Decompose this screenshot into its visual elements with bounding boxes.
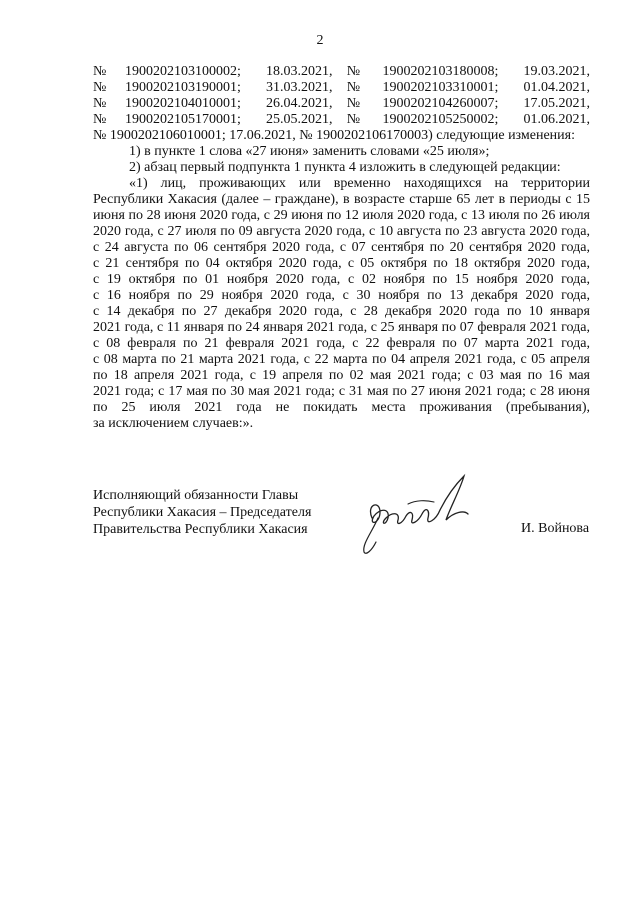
signatory-position <box>93 487 311 538</box>
registration-no2: № <box>346 64 361 79</box>
registration-date1: 18.03.2021, <box>265 64 333 79</box>
quote-line: 2020 года, с 27 июля по 09 августа 2020 года, с 10 августа по 23 августа 2020 года, <box>93 224 590 239</box>
registration-num2: 1900202103310001; <box>382 80 499 95</box>
quote-line: 2021 года, с 11 января по 24 января 2021 года, с 25 января по 07 февраля 2021 года, <box>93 320 590 335</box>
registration-date1: 26.04.2021, <box>265 96 333 111</box>
registration-date1: 31.03.2021, <box>265 80 333 95</box>
registration-row <box>93 80 590 96</box>
item-2: 2) абзац первый подпункта 1 пункта 4 изложить в следующей редакции: <box>129 160 561 175</box>
item-1: 1) в пункте 1 слова «27 июня» заменить словами «25 июля»; <box>129 144 490 159</box>
page-number: 2 <box>316 33 324 48</box>
quote-line: с 19 октября по 01 ноября 2020 года, с 02 ноября по 15 ноября 2020 года, <box>93 272 590 287</box>
document-body <box>93 64 590 432</box>
registration-num2: 1900202103180008; <box>382 64 499 79</box>
registration-no2: № <box>346 112 361 127</box>
registration-no2: № <box>346 96 361 111</box>
registration-date2: 17.05.2021, <box>523 96 591 111</box>
registration-date1: 25.05.2021, <box>265 112 333 127</box>
signer-name: И. Войнова <box>521 521 590 536</box>
position-line-2: Республики Хакасия – Председателя <box>93 505 312 520</box>
registration-num2: 1900202105250002; <box>382 112 499 127</box>
registration-num1: 1900202103100002; <box>124 64 241 79</box>
registration-no1: № <box>93 64 107 79</box>
quote-line: с 24 августа по 06 сентября 2020 года, с 07 сентября по 20 сентября 2020 года, <box>93 240 590 255</box>
quote-line: июня по 28 июня 2020 года, с 29 июня по 12 июля 2020 года, с 13 июля по 26 июля <box>93 208 590 223</box>
position-line-1: Исполняющий обязанности Главы <box>93 488 299 503</box>
registration-num1: 1900202103190001; <box>124 80 241 95</box>
registration-date2: 19.03.2021, <box>523 64 591 79</box>
position-line-3: Правительства Республики Хакасия <box>93 522 308 537</box>
quote-line: Республики Хакасия (далее – граждане), в возрасте старше 65 лет в периоды с 15 <box>93 192 590 207</box>
quote-line: с 08 февраля по 21 февраля 2021 года, с 22 февраля по 07 марта 2021 года, <box>93 336 590 351</box>
quote-line: по 18 апреля 2021 года, с 19 апреля по 02 мая 2021 года; с 03 мая по 16 мая <box>93 368 590 383</box>
quote-line: с 16 ноября по 29 ноября 2020 года, с 30 ноября по 13 декабря 2020 года, <box>93 288 590 303</box>
quote-line: с 14 декабря по 27 декабря 2020 года, с 28 декабря 2020 года по 10 января <box>93 304 590 319</box>
registration-tail: № 1900202106010001; 17.06.2021, № 1900202106170003) следующие изменения: <box>93 128 575 143</box>
registration-no2: № <box>346 80 361 95</box>
quote-line: с 08 марта по 21 марта 2021 года, с 22 марта по 04 апреля 2021 года, с 05 апреля <box>93 352 590 367</box>
quote-line: по 25 июля 2021 года не покидать места проживания (пребывания), <box>93 400 590 415</box>
registration-no1: № <box>93 96 107 111</box>
quote-line: 2021 года; с 17 мая по 30 мая 2021 года; с 31 мая по 27 июня 2021 года; с 28 июня <box>93 384 590 399</box>
registration-no1: № <box>93 112 107 127</box>
registration-list <box>93 64 590 128</box>
registration-no1: № <box>93 80 107 95</box>
registration-num1: 1900202104010001; <box>124 96 241 111</box>
handwritten-signature <box>350 460 490 560</box>
registration-num2: 1900202104260007; <box>382 96 499 111</box>
registration-num1: 1900202105170001; <box>124 112 241 127</box>
registration-date2: 01.06.2021, <box>523 112 591 127</box>
quoted-paragraph <box>93 176 590 416</box>
registration-row <box>93 64 590 80</box>
registration-date2: 01.04.2021, <box>523 80 591 95</box>
registration-row <box>93 96 590 112</box>
quote-last-line: за исключением случаев:». <box>93 416 254 431</box>
registration-row <box>93 112 590 128</box>
quote-line: с 21 сентября по 04 октября 2020 года, с 05 октября по 18 октября 2020 года, <box>93 256 590 271</box>
quote-line: «1) лиц, проживающих или временно находящихся на территории <box>129 176 590 191</box>
